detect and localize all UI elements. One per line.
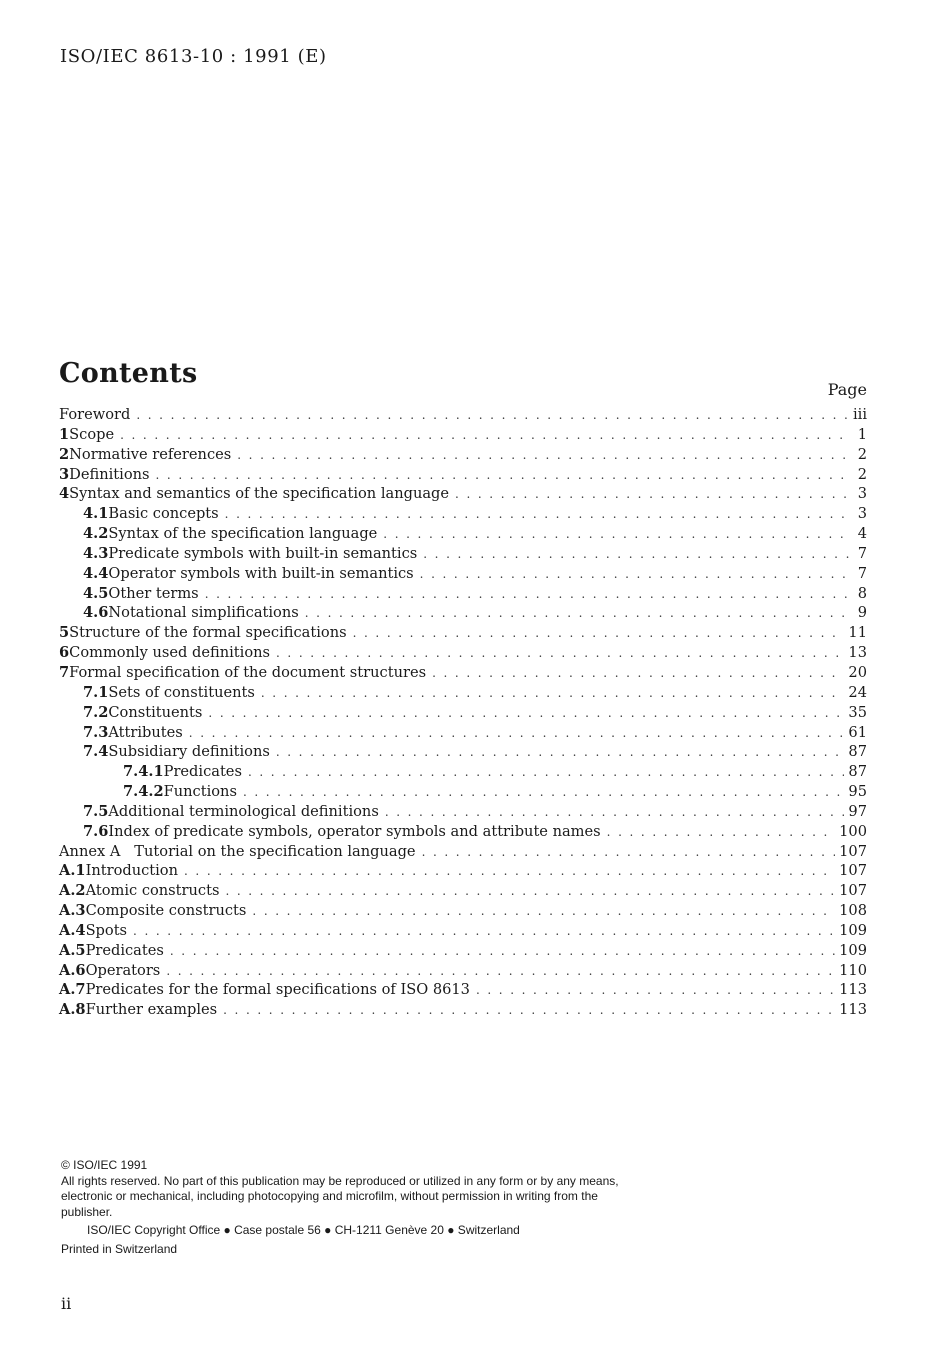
toc-entry-number: 7.3 [83, 723, 109, 741]
toc-entry-title: Commonly used definitions [69, 644, 271, 662]
toc-entry[interactable] [59, 902, 867, 922]
toc-entry-page: 108 [839, 902, 867, 920]
toc-entry-number: 4.6 [83, 604, 109, 622]
toc-entry[interactable] [59, 525, 867, 545]
toc-entry-number: 5 [59, 624, 70, 642]
toc-entry[interactable] [59, 406, 867, 426]
toc-entry-number: 7.4.1 [123, 763, 164, 781]
dot-leader [476, 983, 835, 997]
toc-entry-number: A.7 [59, 981, 86, 999]
toc-entry-page: 109 [839, 921, 867, 939]
toc-entry-page: 9 [857, 604, 867, 622]
toc-entry[interactable] [59, 843, 867, 863]
rights-statement: All rights reserved. No part of this publication may be reproduced or utilized in any form or by any means, electronic or mechanical, including photocopying and microfilm, without permission in writing from the publisher. [61, 1173, 619, 1219]
toc-entry-title: Predicates for the formal specifications of ISO 8613 [85, 981, 470, 999]
toc-entry-title: Subsidiary definitions [108, 743, 270, 761]
toc-entry-title: Functions [163, 783, 237, 801]
toc-entry-number: 1 [59, 425, 70, 443]
dot-leader [276, 646, 844, 660]
toc-entry-title: Foreword [59, 406, 131, 423]
toc-entry-page: 113 [839, 1001, 867, 1019]
toc-entry-number: 7.4.2 [123, 783, 164, 801]
toc-entry-number: A.8 [59, 1001, 86, 1019]
toc-entry-title: Attributes [108, 723, 183, 741]
toc-entry-number: 4 [59, 485, 70, 503]
dot-leader [120, 428, 849, 442]
toc-entry-number: 6 [59, 644, 70, 662]
toc-entry[interactable] [59, 942, 867, 962]
toc-entry-page: 107 [839, 862, 867, 880]
toc-entry-page: 87 [848, 763, 867, 781]
toc-entry[interactable] [59, 922, 867, 942]
running-header: ISO/IEC 8613-10 : 1991 (E) [60, 46, 327, 67]
toc-entry-title: Notational simplifications [108, 604, 299, 622]
dot-leader [248, 765, 844, 779]
dot-leader [237, 448, 849, 462]
toc-entry-number: 4.2 [83, 525, 109, 543]
toc-entry-number: 3 [59, 465, 70, 483]
dot-leader [133, 924, 835, 938]
toc-entry-number: 7.5 [83, 802, 109, 820]
toc-entry-number: A.6 [59, 961, 86, 979]
toc-entry-number: A.5 [59, 941, 86, 959]
toc-entry-title: Additional terminological definitions [108, 802, 379, 820]
toc-entry-number: A.1 [59, 862, 86, 880]
dot-leader [261, 686, 845, 700]
toc-entry-title: Definitions [69, 465, 150, 483]
toc-entry-title: Operators [85, 961, 161, 979]
toc-entry-page: 107 [839, 842, 867, 860]
dot-leader [420, 567, 849, 581]
toc-entry-title: Syntax and semantics of the specification language [69, 485, 450, 503]
dot-leader [243, 785, 844, 799]
toc-entry-page: 8 [857, 584, 867, 602]
toc-entry-page: 2 [857, 465, 867, 483]
toc-entry-number: 7 [59, 663, 70, 681]
dot-leader [607, 825, 835, 839]
copyright-notice [61, 1158, 621, 1257]
toc-entry-number: 2 [59, 445, 70, 463]
toc-entry[interactable] [59, 446, 867, 466]
copyright-office: ISO/IEC Copyright Office ● Case postale 56 ● CH-1211 Genève 20 ● Switzerland [87, 1223, 520, 1237]
dot-leader [205, 587, 849, 601]
toc-entry[interactable] [59, 981, 867, 1001]
toc-entry[interactable] [59, 684, 867, 704]
toc-entry-page: 7 [857, 564, 867, 582]
toc-entry-number: 4.1 [83, 505, 109, 523]
dot-leader [455, 487, 849, 501]
toc-entry-page: 61 [848, 723, 867, 741]
toc-entry-number: A.2 [59, 882, 86, 900]
toc-entry-number: 7.4 [83, 743, 109, 761]
toc-entry[interactable] [59, 724, 867, 744]
toc-entry-title: Structure of the formal specifications [69, 624, 347, 642]
toc-entry[interactable] [59, 1001, 867, 1021]
table-of-contents [59, 406, 867, 1021]
toc-entry-page: 7 [857, 544, 867, 562]
toc-entry-number: 7.6 [83, 822, 109, 840]
dot-leader [305, 606, 849, 620]
toc-entry-title: Normative references [69, 445, 232, 463]
dot-leader [189, 726, 845, 740]
toc-entry-number: 4.3 [83, 544, 109, 562]
toc-entry-title: Sets of constituents [108, 683, 255, 701]
toc-entry[interactable] [59, 862, 867, 882]
dot-leader [353, 626, 845, 640]
toc-entry-page: 3 [857, 505, 867, 523]
toc-entry[interactable] [59, 545, 867, 565]
toc-entry-page: 109 [839, 941, 867, 959]
toc-entry[interactable] [59, 644, 867, 664]
toc-entry[interactable] [59, 426, 867, 446]
toc-entry-page: 4 [857, 525, 867, 543]
toc-entry-number: 7.1 [83, 683, 109, 701]
toc-entry-title: Composite constructs [85, 902, 247, 920]
toc-entry[interactable] [59, 485, 867, 505]
toc-entry-title: Basic concepts [108, 505, 219, 523]
toc-entry[interactable] [59, 505, 867, 525]
toc-entry-page: 95 [848, 783, 867, 801]
toc-entry-title: Annex A Tutorial on the specification language [59, 842, 416, 860]
toc-entry-page: 97 [848, 802, 867, 820]
toc-entry-number: A.4 [59, 921, 86, 939]
toc-entry-number: 4.5 [83, 584, 109, 602]
toc-entry-page: 107 [839, 882, 867, 900]
toc-entry-title: Syntax of the specification language [108, 525, 378, 543]
dot-leader [432, 666, 844, 680]
toc-entry[interactable] [59, 565, 867, 585]
dot-leader [223, 1003, 835, 1017]
toc-entry-page: 11 [848, 624, 867, 642]
toc-entry-number: 7.2 [83, 703, 109, 721]
toc-entry[interactable] [59, 763, 867, 783]
toc-entry-title: Atomic constructs [85, 882, 220, 900]
toc-entry-page: iii [852, 406, 867, 423]
toc-entry-page: 100 [839, 822, 867, 840]
toc-entry[interactable] [59, 466, 867, 486]
toc-entry[interactable] [59, 664, 867, 684]
toc-entry-title: Formal specification of the document structures [69, 663, 427, 681]
toc-entry-title: Operator symbols with built-in semantics [108, 564, 414, 582]
toc-entry-number: A.3 [59, 902, 86, 920]
toc-entry[interactable] [59, 882, 867, 902]
copyright-line: © ISO/IEC 1991 [61, 1158, 148, 1172]
dot-leader [276, 745, 845, 759]
toc-entry-page: 113 [839, 981, 867, 999]
dot-leader [225, 884, 835, 898]
page-title: Contents [59, 358, 198, 389]
dot-leader [423, 547, 849, 561]
toc-entry-title: Spots [85, 921, 128, 939]
toc-entry-title: Introduction [85, 862, 178, 880]
toc-entry-title: Constituents [108, 703, 203, 721]
toc-entry[interactable] [59, 962, 867, 982]
dot-leader [170, 944, 835, 958]
toc-entry-title: Scope [69, 425, 115, 443]
dot-leader [208, 706, 844, 720]
toc-entry[interactable] [59, 585, 867, 605]
toc-entry-page: 3 [857, 485, 867, 503]
toc-entry[interactable] [59, 823, 867, 843]
toc-entry[interactable] [59, 624, 867, 644]
dot-leader [385, 805, 845, 819]
dot-leader [225, 507, 849, 521]
toc-entry[interactable] [59, 803, 867, 823]
toc-entry-page: 87 [848, 743, 867, 761]
dot-leader [252, 904, 835, 918]
toc-entry-title: Other terms [108, 584, 199, 602]
toc-entry-page: 24 [848, 683, 867, 701]
toc-entry-title: Further examples [85, 1001, 218, 1019]
dot-leader [383, 527, 849, 541]
toc-entry[interactable] [59, 704, 867, 724]
page-column-label: Page [827, 380, 867, 399]
toc-entry-page: 35 [848, 703, 867, 721]
toc-entry-page: 110 [839, 961, 867, 979]
dot-leader [422, 845, 836, 859]
toc-entry[interactable] [59, 783, 867, 803]
dot-leader [136, 408, 849, 422]
dot-leader [156, 468, 849, 482]
toc-entry-number: 4.4 [83, 564, 109, 582]
dot-leader [166, 964, 835, 978]
toc-entry-title: Predicate symbols with built-in semantics [108, 544, 418, 562]
toc-entry-page: 2 [857, 445, 867, 463]
printed-in: Printed in Switzerland [61, 1241, 178, 1256]
toc-entry-title: Predicates [85, 941, 164, 959]
toc-entry[interactable] [59, 604, 867, 624]
toc-entry-title: Index of predicate symbols, operator symbols and attribute names [108, 822, 601, 840]
toc-entry-title: Predicates [163, 763, 242, 781]
toc-entry-page: 13 [848, 644, 867, 662]
toc-entry[interactable] [59, 743, 867, 763]
toc-entry-page: 1 [857, 425, 867, 443]
dot-leader [184, 864, 835, 878]
page-number: ii [61, 1294, 72, 1313]
toc-entry-page: 20 [848, 663, 867, 681]
